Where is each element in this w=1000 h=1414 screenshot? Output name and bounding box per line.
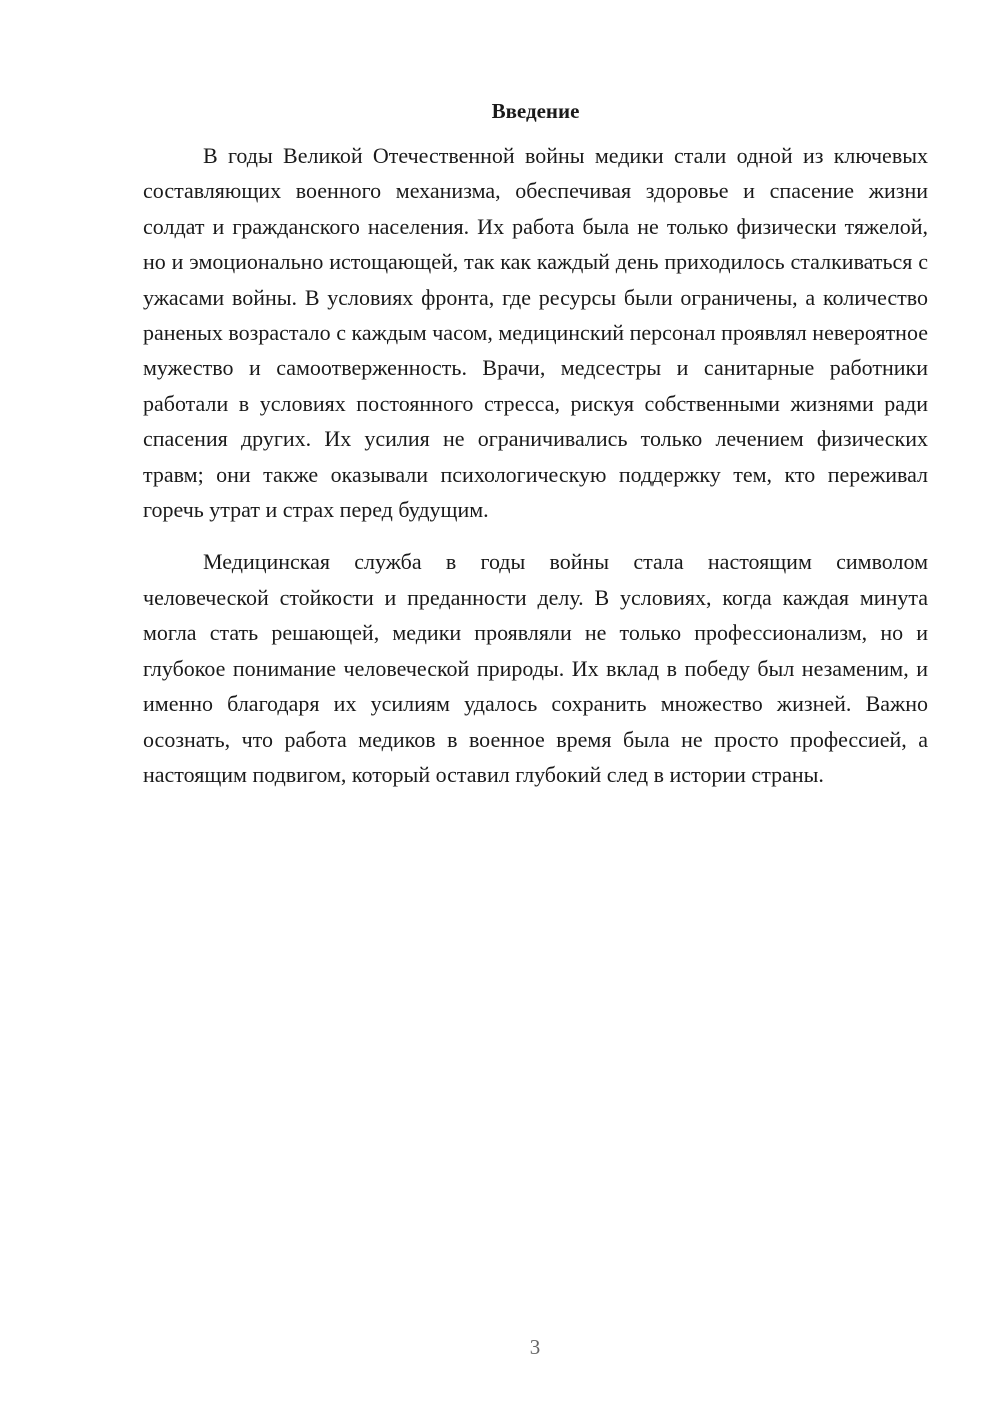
page-content [143,96,928,792]
page-number: 3 [529,1335,541,1359]
paragraph-1: В годы Великой Отечественной войны медики стали одной из ключевых составляющих военного механизма, обеспечивая здоровье и спасение жизни солдат и гражданского населения. Их работа была не только физически тяжелой, но и эмоционально истощающей, так как каждый день приходилось сталкиваться с ужасами войны. В условиях фронта, где ресурсы были ограничены, а количество раненых возрастало с каждым часом, медицинский персонал проявлял невероятное мужество и самоотверженность. Врачи, медсестры и санитарные работники работали в условиях постоянного стресса, рискуя собственными жизнями ради спасения других. Их усилия не ограничивались только лечением физических травм; они также оказывали психологическую поддержку тем, кто переживал горечь утрат и страх перед будущим. [143,143,928,523]
section-heading: Введение [491,99,580,123]
paragraph-2: Медицинская служба в годы войны стала настоящим символом человеческой стойкости и преданности делу. В условиях, когда каждая минута могла стать решающей, медики проявляли не только профессионализм, но и глубокое понимание человеческой природы. Их вклад в победу был незаменим, и именно благодаря их усилиям удалось сохранить множество жизней. Важно осознать, что работа медиков в военное время была не просто профессией, а настоящим подвигом, который оставил глубокий след в истории страны. [143,549,928,787]
